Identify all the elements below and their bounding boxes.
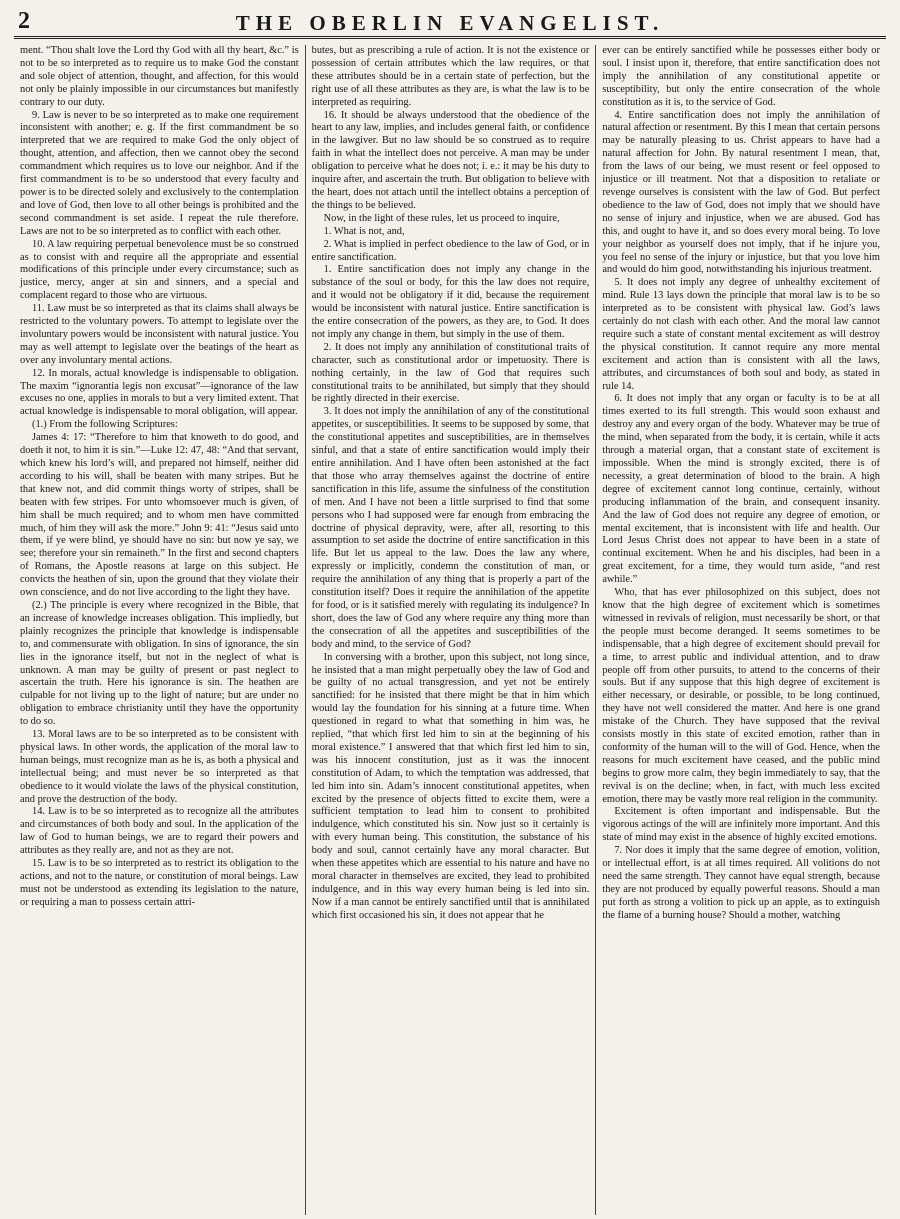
column-2 [305,45,596,1215]
paragraph: Who, that has ever philosophized on this subject, does not know that the high degree of excitement which is sometimes witnessed in revivals of religion, must necessarily be short, or that the people must become deranged. It seems sometimes to be indispensable, that a high degree of excitement should prevail for a time, to arrest public and individual attention, and to draw people off from other pursuits, to attend to the concerns of their souls. But if any suppose that this high degree of excitement is either necessary, or desirable, or possible, to be long continued, they have not well considered the matter. And here is one grand mistake of the Church. They have supposed that the revival consists mostly in this state of excited emotion, rather than in conformity of the human will to the will of God. Hence, when the reasons for much excitement have ceased, and the public mind begins to grow more calm, they begin immediately to say, that the revival is on the decline; when, in fact, with much less excited emotion, there may be vastly more real religion in the community. [602,587,880,805]
column-3 [595,45,886,1215]
column-1 [14,45,305,1215]
paragraph: 5. It does not imply any degree of unhealthy excitement of mind. Rule 13 lays down the principle that moral law is to be so interpreted as to be consistent with physical law. God’s laws certainly do not clash with each other. And the moral law cannot require such a state of constant mental excitement as will destroy the physical constitution. It cannot require any more mental excitement and action than is consistent with all the laws, attributes, and circumstances of both soul and body, as stated in rule 14. [602,277,880,392]
paragraph: In conversing with a brother, upon this subject, not long since, he insisted that a man might perpetually obey the law of God and be guilty of no actual transgression, and yet not be entirely sanctified: for he insisted that there might be that in him which would lay the foundation for his sinning at a future time. When questioned in regard to what that something in him was, he replied, “that which first led him to sin at the beginning of his moral existence.” I answered that that which first led him to sin, was his innocent constitution, just as it was the innocent constitution of Adam, to which the temptation was addressed, that led him into sin. Adam’s innocent constitutional appetites, when excited by the presence of objects fitted to excite them, were a sufficient temptation to lead him to consent to prohibited indulgence, which constituted his sin. Now just so it certainly is with every human being. This constitution, the substance of his body and soul, cannot certainly have any moral character. But when these appetites which are essential to his nature and have no moral character in themselves are excited, they lead to prohibited indulgence, and in this way every human being is led into sin. Now if a man cannot be entirely sanctified until that is annihilated which first occasioned his sin, it does not appear that he [311,651,590,921]
paragraph: Now, in the light of these rules, let us proceed to inquire, [323,212,560,224]
paragraph: 10. A law requiring perpetual benevolence must be so construed as to consist with and require all the appropriate and essential modifications of this principle under every circumstance; such as justice, mercy, anger at sin and sinners, and a special and complacent regard to those who are virtuous. [20,238,299,302]
paragraph: James 4: 17: “Therefore to him that knoweth to do good, and doeth it not, to him it is sin.”—Luke 12: 47, 48: “And that servant, which knew his lord’s will, and prepared not himself, neither did according to his will, shall be beaten with many stripes. But he that knew not, and did commit things worty of stripes, shall be beaten with few stripes. For unto whomsoever much is given, of him shall be much required; and to whom men have committed much, of him they will ask the more.” John 9: 41: “Jesus said unto them, if ye were blind, ye should have no sin: but now ye say, we see; therefore your sin remaineth.” In the first and second chapters of Romans, the Apostle reasons at large on this subject. He convicts the heathen of sin, upon the ground that they violate their own conscience, and do not live according to the light they have. [20,432,299,599]
paragraph: 9. Law is never to be so interpreted as to make one requirement inconsistent with another; e. g. If the first commandment be so interpreted that we are required to make God the only object of thought, attention, and affection, then we cannot obey the second commandment which requires us to love our neighbor. And if the first commandment is to be so understood that every faculty and power is to be directed solely and exclusively to the contemplation and love of God, then love to all other beings is prohibited and the second commandment is set aside. I repeat the rule therefore. Laws are not to be so interpreted as to conflict with each other. [20,109,299,237]
newspaper-title: THE OBERLIN EVANGELIST. [235,11,665,35]
paragraph: 16. It should be always understood that the obedience of the heart to any law, implies, and includes general faith, or confidence in the lawgiver. But no law should be so construed as to require faith in what the intellect does not perceive. A man may be under obligation to perceive what he does not; i. e.: it may be his duty to inquire after, and ascertain the truth. But obligation to believe with the heart, does not attach until the intellect obtains a perception of the things to be believed. [311,109,590,211]
paragraph: 3. It does not imply the annihilation of any of the constitutional appetites, or susceptibilities. It seems to be supposed by some, that the constitutional appetites and susceptibilities, are in themselves sinful, and that a state of entire sanctification would imply their entire annihilation. And I have often been astonished at the fact that those who array themselves against the doctrine of entire sanctification in this life, assume the sinfulness of the constitution of men. And I have not been a little surprised to find that some persons who I had supposed were far enough from embracing the doctrine of physical depravity, were, after all, resorting to this assumption to set aside the doctrine of entire sanctification in this life. But let us appeal to the law. Does the law any where, expressly or implicitly, condemn the constitution of man, or require the annihilation of any thing that is properly a part of the constitution itself? Does it require the annihilation of the appetite for food, or is it satisfied merely with regulating its indulgence? In short, does the law of God any where require any thing more than the consecration of all the appetites and susceptibilities of the body and mind, to the service of God? [311,406,590,650]
paragraph: (1.) From the following Scriptures: [32,419,178,431]
paragraph: 1. Entire sanctification does not imply any change in the substance of the soul or body, for this the law does not require, and it would not be obligatory if it did, because the requirement would be inconsistent with natural justice. Entire sanctification is the entire consecration of the powers, as they are, to God. It does not imply any change in them, but simply in the use of them. [311,264,590,340]
paragraph: 2. What is implied in perfect obedience to the law of God, or in entire sanctification. [311,238,590,263]
paragraph: ment. “Thou shalt love the Lord thy God with all thy heart, &c.” is not to be so interpreted as to require us to make God the constant and sole object of attention, thought, and affection, for this would not only be plainly impossible in our circumstances but manifestly contrary to our duty. [20,45,299,108]
page-number: 2 [18,8,30,34]
paragraph: Excitement is often important and indispensable. But the vigorous actings of the will are infinitely more important. And this state of mind may exist in the absence of highly excited emotions. [602,806,880,844]
paragraph: 11. Law must be so interpreted as that its claims shall always be restricted to the voluntary powers. To attempt to legislate over the involuntary powers would be inconsistent with natural justice. You may as well attempt to legislate over the beatings of the heart as over any involuntary mental actions. [20,303,299,366]
paragraph: 7. Nor does it imply that the same degree of emotion, volition, or intellectual effort, is at all times required. All volitions do not need the same strength. They cannot have equal strength, because they are not produced by equally powerful reasons. Should a man put forth as strong a volition to pick up an apple, as to extinguish the flame of a burning house? Should a mother, watching [602,845,880,921]
paragraph: 12. In morals, actual knowledge is indispensable to obligation. The maxim “ignorantia legis non excusat”—ignorance of the law excuses no one, applies in morals to but a very limited extent. That actual knowledge is indispensable to moral obligation, will appear. [20,367,299,418]
paragraph: 6. It does not imply that any organ or faculty is to be at all times exerted to its full strength. This would soon exhaust and destroy any and every organ of the body. Whatever may be true of the mind, when separated from the body, it is certain, while it acts through a material organ, that a constant state of excitement is impossible. When the mind is strongly excited, there is of necessity, a great determination of blood to the brain. A high degree of excitement cannot long continue, certainly, without producing inflammation of the brain, and consequent insanity. And the law of God does not require any degree of emotion, or mental excitement, that is inconsistent with life and health. Our Lord Jesus Christ does not appear to have been in a state of continual excitement. When he and his disciples, had been in a great excitement, for a time, they would turn aside, “and rest awhile.” [602,393,880,586]
paragraph: 13. Moral laws are to be so interpreted as to be consistent with physical laws. In other words, the application of the moral law to human beings, must recognize man as he is, as both a physical and intellectual being; and must never be so interpreted as that obedience to it would violate the laws of the physical constitution, and prove the destruction of the body. [20,729,299,805]
paragraph: 1. What is not, and, [323,225,405,237]
paragraph: (2.) The principle is every where recognized in the Bible, that an increase of knowledge increases obligation. This impliedly, but plainly recognizes the principle that knowledge is indispensable to, and commensurate with obligation. In sins of ignorance, the sin lies in the ignorance itself, but not in the neglect of what is unknown. A man may be guilty of present or past neglect to ascertain the truth. Here his ignorance is sin. The heathen are culpable for not living up to the light of nature; but are under no obligation to embrace christianity until they have the opportunity to do so. [20,599,299,728]
paragraph: 15. Law is to be so interpreted as to restrict its obligation to the actions, and not to the nature, or constitution of moral beings. Law must not be understood as extending its legislation to the nature, or requiring a man to possess certain attri- [20,858,299,908]
paragraph: butes, but as prescribing a rule of action. It is not the existence or possession of certain attributes which the law requires, or that these attributes should be in a certain state of perfection, but the right use of all these attributes as they are, is what the law is to be interpreted as requiring. [311,45,590,108]
paragraph: 2. It does not imply any annihilation of constitutional traits of character, such as constitutional ardor or impetuosity. There is nothing certainly, in the law of God that requires such constitutional traits to be annihilated, but simply that they should be rightly directed in their exercise. [311,341,590,405]
masthead [14,8,886,39]
paragraph: 14. Law is to be so interpreted as to recognize all the attributes and circumstances of both body and soul. In the application of the law of God to human beings, we are to regard their powers and attributes as they really are, and not as they are not. [20,806,299,857]
paragraph: 4. Entire sanctification does not imply the annihilation of natural affection or resentment. By this I mean that certain persons may be naturally pleasing to us. Christ appears to have had a natural affection for John. By natural resentment I mean, that, from the laws of our being, we must resent or feel opposed to injustice or ill treatment. Not that a disposition to retaliate or revenge ourselves is consistent with the law of God. But perfect obedience to the law of God, does not imply that we should have no sense of injury and injustice, when we are abused. God has this, and ought to have it, and so does every moral being. To love your neighbor as yourself does not imply, that if he injure you, you feel no sense of the injury or injustice, but that you love him and would do him good, notwithstanding his injurious treatment. [602,109,880,276]
article-columns [14,45,886,1215]
paragraph: ever can be entirely sanctified while he possesses either body or soul. I insist upon it, therefore, that entire sanctification does not imply the annihilation of any constitutional appetite or susceptibility, but only the entire consecration of the whole constitution as it is, to the service of God. [602,45,880,108]
